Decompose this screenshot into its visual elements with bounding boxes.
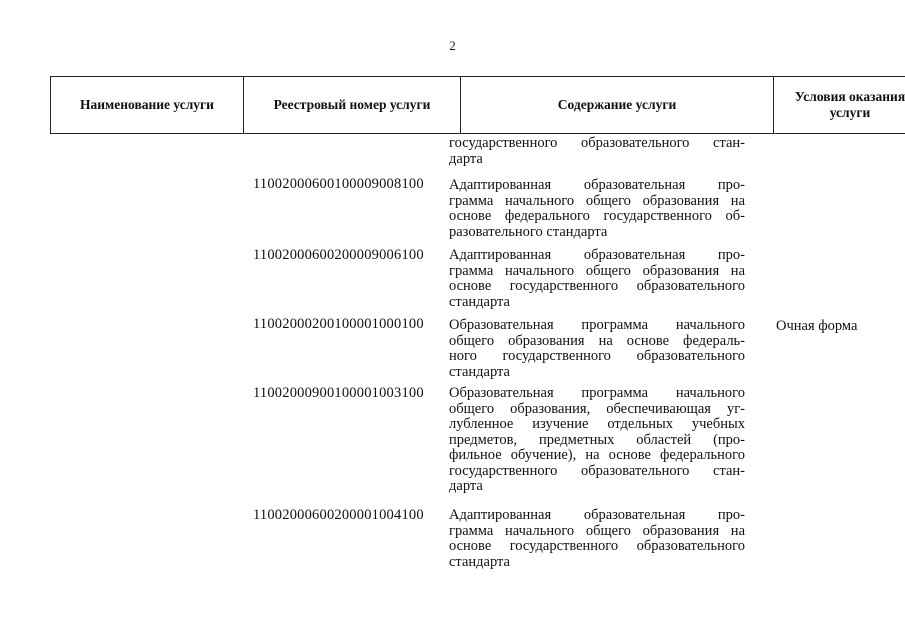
content-line: Адаптированная образовательная про- — [449, 508, 745, 523]
services-table-header — [50, 76, 905, 134]
service-content — [449, 248, 745, 310]
content-line: фильное обучение), на основе федерального — [449, 448, 745, 463]
registry-number: 11002000600200009006100 — [253, 247, 424, 263]
content-line: государственного образовательного стан- — [449, 463, 745, 479]
content-line: государственного образовательного стан- — [449, 136, 745, 151]
content-line: грамма начального общего образования на — [449, 523, 745, 539]
content-line: Образовательная программа начального — [449, 318, 745, 333]
header-service-content: Содержание услуги — [461, 77, 774, 134]
registry-number: 11002000900100001003100 — [253, 385, 424, 401]
service-content — [449, 386, 745, 495]
service-condition: Очная форма — [776, 318, 858, 334]
content-line: предметов, предметных областей (про- — [449, 432, 745, 448]
content-line: дарта — [449, 151, 483, 167]
content-line: общего образования, обеспечивающая уг- — [449, 401, 745, 417]
service-content — [449, 178, 745, 240]
registry-number: 11002000600200001004100 — [253, 507, 424, 523]
content-line: Адаптированная образовательная про- — [449, 248, 745, 263]
content-line: лубленное изучение отдельных учебных — [449, 417, 745, 432]
header-registry-number: Реестровый номер услуги — [244, 77, 461, 134]
content-line: стандарта — [449, 294, 510, 310]
content-line: стандарта — [449, 554, 510, 570]
content-line: дарта — [449, 479, 483, 494]
content-line: Образовательная программа начального — [449, 386, 745, 401]
content-line: общего образования на основе федераль- — [449, 333, 745, 349]
content-line: стандарта — [449, 364, 510, 380]
content-line: Адаптированная образовательная про- — [449, 178, 745, 193]
registry-number: 11002000200100001000100 — [253, 316, 424, 332]
service-content — [449, 318, 745, 380]
content-line: основе государственного образовательного — [449, 279, 745, 294]
content-line: основе федерального государственного об- — [449, 209, 745, 224]
content-line: грамма начального общего образования на — [449, 263, 745, 279]
header-service-conditions: Условия оказания услуги — [774, 77, 905, 134]
header-row — [51, 77, 905, 134]
service-content — [449, 508, 745, 570]
content-line: грамма начального общего образования на — [449, 193, 745, 209]
page-number: 2 — [449, 38, 456, 53]
registry-number: 11002000600100009008100 — [253, 176, 424, 192]
content-line: разовательного стандарта — [449, 224, 608, 240]
content-line: ного государственного образовательного — [449, 349, 745, 364]
content-line: основе государственного образовательного — [449, 539, 745, 554]
content-continuation — [449, 136, 745, 167]
header-service-name: Наименование услуги — [51, 77, 244, 134]
